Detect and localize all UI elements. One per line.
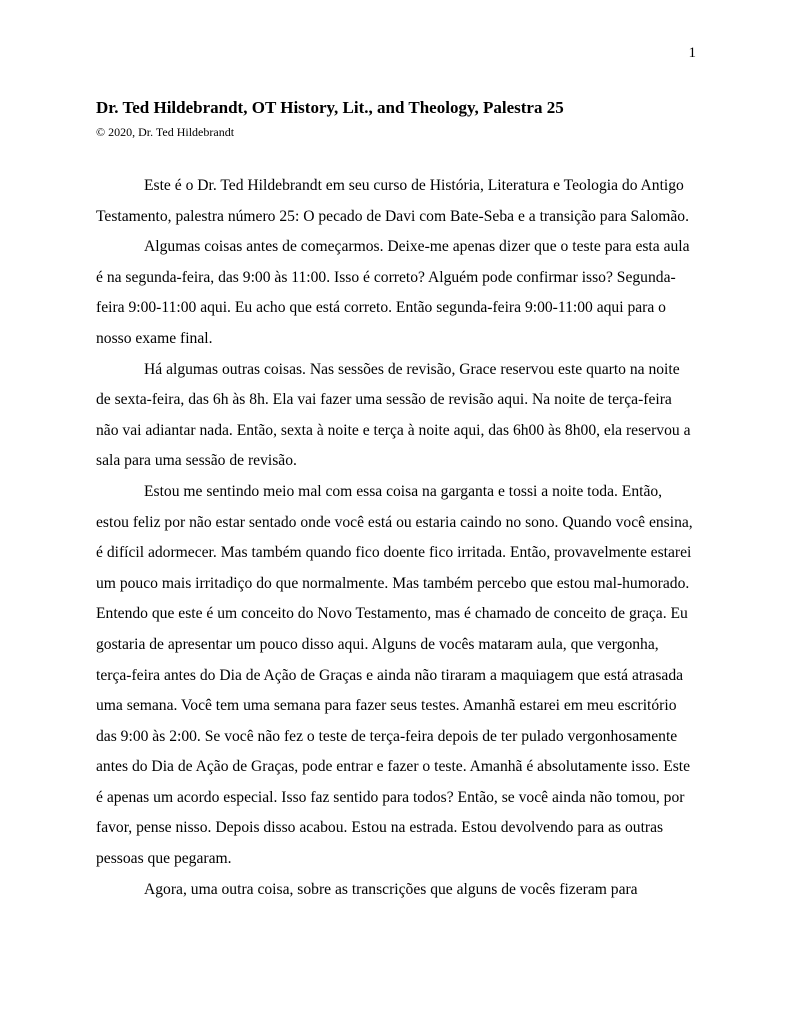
document-title: Dr. Ted Hildebrandt, OT History, Lit., and Theology, Palestra 25 (96, 98, 564, 117)
copyright-notice: © 2020, Dr. Ted Hildebrandt (96, 125, 235, 139)
paragraph: Há algumas outras coisas. Nas sessões de revisão, Grace reservou este quarto na noite de sexta-feira, das 6h às 8h. Ela vai fazer uma sessão de revisão aqui. Na noite de terça-feira não vai adiantar nada. Então, sexta à noite e terça à noite aqui, das 6h00 às 8h00, ela reservou a sala para uma sessão de revisão. (96, 360, 691, 470)
page-number: 1 (688, 45, 696, 61)
paragraph: Agora, uma outra coisa, sobre as transcrições que alguns de vocês fizeram para (144, 880, 638, 898)
document-body (96, 171, 696, 905)
paragraph: Algumas coisas antes de começarmos. Deixe-me apenas dizer que o teste para esta aula é na segunda-feira, das 9:00 às 11:00. Isso é correto? Alguém pode confirmar isso? Segunda-feira 9:00-11:00 aqui. Eu acho que está correto. Então segunda-feira 9:00-11:00 aqui para o nosso exame final. (96, 238, 690, 347)
paragraph: Este é o Dr. Ted Hildebrandt em seu curso de História, Literatura e Teologia do Antigo Testamento, palestra número 25: O pecado de Davi com Bate-Seba e a transição para Salomão. (96, 177, 689, 225)
paragraph: Estou me sentindo meio mal com essa coisa na garganta e tossi a noite toda. Então, estou feliz por não estar sentado onde você está ou estaria caindo no sono. Quando você ensina, é difícil adormecer. Mas também quando fico doente fico irritada. Então, provavelmente estarei um pouco mais irritadiço do que normalmente. Mas também percebo que estou mal-humorado. Entendo que este é um conceito do Novo Testamento, mas é chamado de conceito de graça. Eu gostaria de apresentar um pouco disso aqui. Alguns de vocês mataram aula, que vergonha, terça-feira antes do Dia de Ação de Graças e ainda não tiraram a maquiagem que está atrasada uma semana. Você tem uma semana para fazer seus testes. Amanhã estarei em meu escritório das 9:00 às 2:00. Se você não fez o teste de terça-feira depois de ter pulado vergonhosamente antes do Dia de Ação de Graças, pode entrar e fazer o teste. Amanhã é absolutamente isso. Este é apenas um acordo especial. Isso faz sentido para todos? Então, se você ainda não tomou, por favor, pense nisso. Depois disso acabou. Estou na estrada. Estou devolvendo para as outras pessoas que pegaram. (96, 482, 693, 868)
